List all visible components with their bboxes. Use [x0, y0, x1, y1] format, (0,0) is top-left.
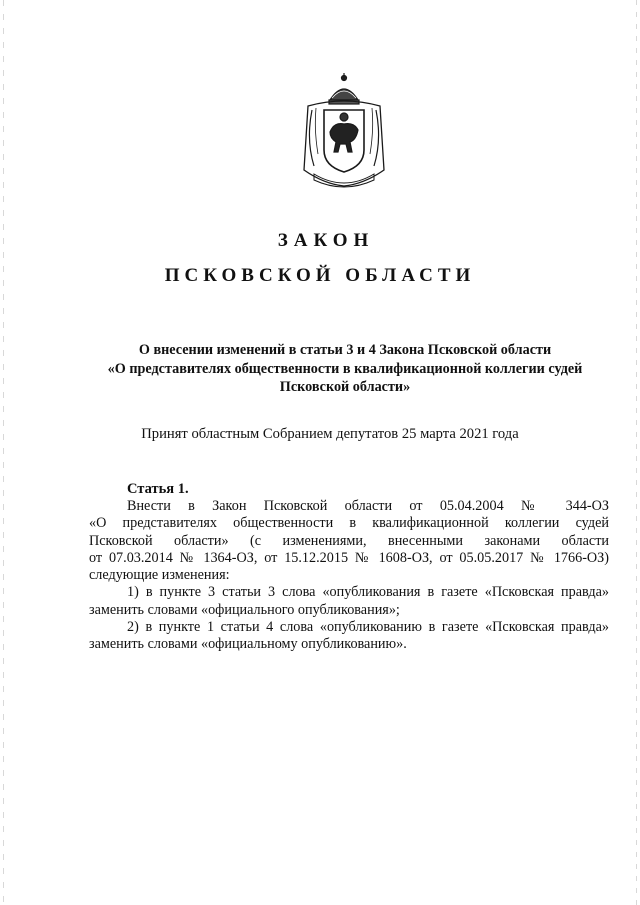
body-line: «О представителях общественности в квалификационной коллегии судей	[89, 515, 609, 532]
adoption-date: Принят областным Собранием депутатов 25 марта 2021 года	[141, 426, 519, 442]
coat-of-arms-emblem	[294, 70, 394, 194]
shield-icon	[324, 110, 364, 172]
crown-icon	[329, 73, 359, 104]
article-title: Статья 1.	[127, 481, 189, 497]
heading-line: «О представителях общественности в квалификационной коллегии судей	[107, 360, 583, 377]
heading-line: О внесении изменений в статьи 3 и 4 Закона Псковской области	[138, 342, 552, 358]
article-body	[89, 498, 609, 654]
body-line: следующие изменения:	[89, 567, 230, 584]
body-line: заменить словами «официального опубликования»;	[89, 601, 400, 618]
law-heading	[80, 341, 610, 397]
region-title: ПСКОВСКОЙ ОБЛАСТИ	[164, 265, 476, 286]
body-line: Внести в Закон Псковской области от 05.04.2004 № 344-ОЗ	[127, 498, 609, 514]
scan-edge-right	[636, 0, 637, 905]
body-line: Псковской области» (с изменениями, внесенными законами области	[89, 532, 609, 549]
body-line: от 07.03.2014 № 1364-ОЗ, от 15.12.2015 № 1608-ОЗ, от 05.05.2017 № 1766-ОЗ)	[89, 549, 609, 566]
document-type-title: ЗАКОН	[277, 230, 375, 251]
body-line: 1) в пункте 3 статьи 3 слова «опубликования в газете «Псковская правда»	[127, 584, 609, 601]
body-line: заменить словами «официальному опубликованию».	[89, 636, 407, 653]
scan-edge-left	[3, 0, 4, 905]
heading-line: Псковской области»	[279, 379, 411, 395]
body-line: 2) в пункте 1 статьи 4 слова «опубликованию в газете «Псковская правда»	[127, 619, 609, 636]
